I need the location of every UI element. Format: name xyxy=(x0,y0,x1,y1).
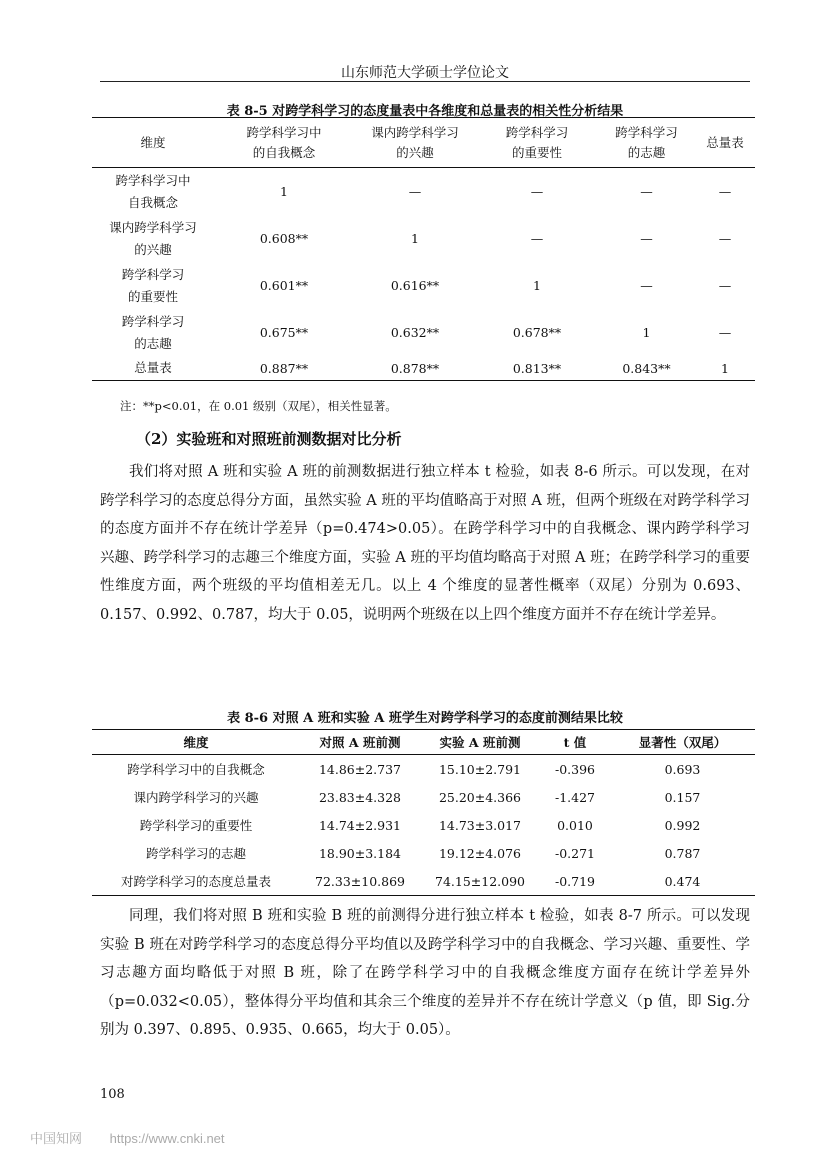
table-cell: — xyxy=(530,184,544,199)
table-row xyxy=(92,755,755,784)
table-row xyxy=(92,783,755,811)
column-header: 总量表 xyxy=(695,118,755,168)
column-header: 对照 A 班前测 xyxy=(300,730,420,755)
table-cell: 0.632** xyxy=(390,325,440,340)
table-cell: 0.675** xyxy=(259,325,309,340)
section-heading: （2）实验班和对照班前测数据对比分析 xyxy=(136,430,402,448)
table-cell: 1 xyxy=(533,278,541,293)
table-cell: 0.608** xyxy=(259,231,309,246)
table-cell: 0.601** xyxy=(259,278,309,293)
table-8-6 xyxy=(92,729,755,896)
table-row xyxy=(92,811,755,839)
table-cell: 14.74±2.931 xyxy=(318,817,402,833)
table-cell: 0.010 xyxy=(557,817,593,833)
column-header: 跨学科学习 的志趣 xyxy=(598,118,695,168)
row-label: 课内跨学科学习的兴趣 xyxy=(133,790,259,805)
table-header-row xyxy=(92,118,755,168)
table-cell: — xyxy=(408,184,422,199)
table-row xyxy=(92,309,755,356)
table-cell: 14.73±3.017 xyxy=(438,817,522,833)
table-cell: 0.678** xyxy=(512,325,562,340)
table-cell: — xyxy=(718,231,732,246)
table-cell: 25.20±4.366 xyxy=(438,789,522,805)
paragraph-2 xyxy=(100,902,750,1045)
table-cell: — xyxy=(718,278,732,293)
table-cell: 0.878** xyxy=(354,356,476,381)
watermark xyxy=(30,1128,249,1147)
row-label: 跨学科学习中的自我概念 xyxy=(127,762,265,777)
table-cell: 0.693 xyxy=(664,761,701,777)
running-header: 山东师范大学硕士学位论文 xyxy=(341,65,509,81)
table-cell: 23.83±4.328 xyxy=(318,789,402,805)
row-label: 跨学科学习的重要性 xyxy=(139,818,253,833)
table-cell: 19.12±4.076 xyxy=(438,845,522,861)
table-cell: 0.992 xyxy=(664,817,701,833)
table-cell: 15.10±2.791 xyxy=(438,761,522,777)
row-label: 课内跨学科学习 的兴趣 xyxy=(109,219,197,257)
column-header: 跨学科学习 的重要性 xyxy=(476,118,598,168)
column-header: 课内跨学科学习 的兴趣 xyxy=(354,118,476,168)
table-cell: — xyxy=(640,184,653,199)
watermark-logo-text: 中国知网 xyxy=(30,1131,83,1146)
page-number: 108 xyxy=(100,1087,125,1102)
watermark-url: https://www.cnki.net xyxy=(109,1131,225,1146)
table-row xyxy=(92,356,755,381)
table-cell: 74.15±12.090 xyxy=(420,867,540,896)
table-cell: -0.271 xyxy=(554,845,595,861)
table-cell: — xyxy=(640,231,653,246)
table-header-row xyxy=(92,730,755,755)
table-row xyxy=(92,867,755,896)
table-row xyxy=(92,215,755,262)
table-8-5-caption: 表 8-5 对跨学科学习的态度量表中各维度和总量表的相关性分析结果 xyxy=(226,104,624,119)
table-cell: 0.787 xyxy=(664,845,701,861)
row-label: 跨学科学习的志趣 xyxy=(145,846,246,861)
table-cell: 0.843** xyxy=(598,356,695,381)
table-cell: — xyxy=(640,278,653,293)
table-cell: 0.616** xyxy=(390,278,440,293)
table-cell: 14.86±2.737 xyxy=(318,761,402,777)
row-label: 跨学科学习 的志趣 xyxy=(121,313,185,351)
header-rule xyxy=(100,81,750,82)
table-cell: — xyxy=(530,231,544,246)
table-row xyxy=(92,262,755,309)
table-cell: 1 xyxy=(411,231,419,246)
table-cell: 72.33±10.869 xyxy=(300,867,420,896)
table-cell: 0.813** xyxy=(476,356,598,381)
table-cell: 1 xyxy=(642,325,651,340)
table-cell: 1 xyxy=(280,184,288,199)
row-label: 对跨学科学习的态度总量表 xyxy=(92,867,300,896)
column-header: 显著性（双尾） xyxy=(610,730,755,755)
table-row xyxy=(92,839,755,867)
row-label: 跨学科学习 的重要性 xyxy=(121,266,185,304)
paragraph-2-text: 同理，我们将对照 B 班和实验 B 班的前测得分进行独立样本 t 检验，如表 8-7 所示。可以发现实验 B 班在对跨学科学习的态度总得分平均值以及跨学科学习中的自我概念、学习兴趣、重要性、学习志趣方面均略低于对照 B 班，除了在跨学科学习中的自我概念维度方面存在统计学差异外（p=0.032<0.05），整体得分平均值和其余三个维度的差异并不存在统计学意义（p 值，即 Sig.分别为 0.397、0.895、0.935、0.665，均大于 0.05）。 xyxy=(100,908,750,1039)
row-label: 总量表 xyxy=(92,356,214,381)
column-header: 跨学科学习中 的自我概念 xyxy=(214,118,354,168)
column-header: 维度 xyxy=(92,730,300,755)
table-cell: — xyxy=(718,325,732,340)
table-cell: 0.474 xyxy=(610,867,755,896)
table-8-5 xyxy=(92,117,755,381)
table-8-5-note: 注：**p<0.01，在 0.01 级别（双尾），相关性显著。 xyxy=(120,399,397,413)
table-8-6-caption: 表 8-6 对照 A 班和实验 A 班学生对跨学科学习的态度前测结果比较 xyxy=(227,711,623,726)
row-label: 跨学科学习中 自我概念 xyxy=(115,172,191,210)
column-header: t 值 xyxy=(540,730,610,755)
table-cell: — xyxy=(718,184,732,199)
column-header: 维度 xyxy=(92,118,214,168)
paragraph-1-text: 我们将对照 A 班和实验 A 班的前测数据进行独立样本 t 检验，如表 8-6 所示。可以发现，在对跨学科学习的态度总得分方面，虽然实验 A 班的平均值略高于对照 A 班，但两个班级在对跨学科学习的态度方面并不存在统计学差异（p=0.474>0.05）。在跨学科学习中的自我概念、课内跨学科学习兴趣、跨学科学习的志趣三个维度方面，实验 A 班的平均值均略高于对照 A 班；在跨学科学习的重要性维度方面，两个班级的平均值相差无几。以上 4 个维度的显著性概率（双尾）分别为 0.693、0.157、0.992、0.787，均大于 0.05，说明两个班级在以上四个维度方面并不存在统计学差异。 xyxy=(100,464,750,623)
table-row xyxy=(92,168,755,216)
table-cell: -0.396 xyxy=(554,761,595,777)
table-cell: 0.887** xyxy=(214,356,354,381)
table-cell: -0.719 xyxy=(540,867,610,896)
table-cell: 18.90±3.184 xyxy=(318,845,402,861)
paragraph-1 xyxy=(100,458,750,630)
table-cell: -1.427 xyxy=(554,789,595,805)
table-cell: 1 xyxy=(695,356,755,381)
table-cell: 0.157 xyxy=(664,789,701,805)
column-header: 实验 A 班前测 xyxy=(420,730,540,755)
